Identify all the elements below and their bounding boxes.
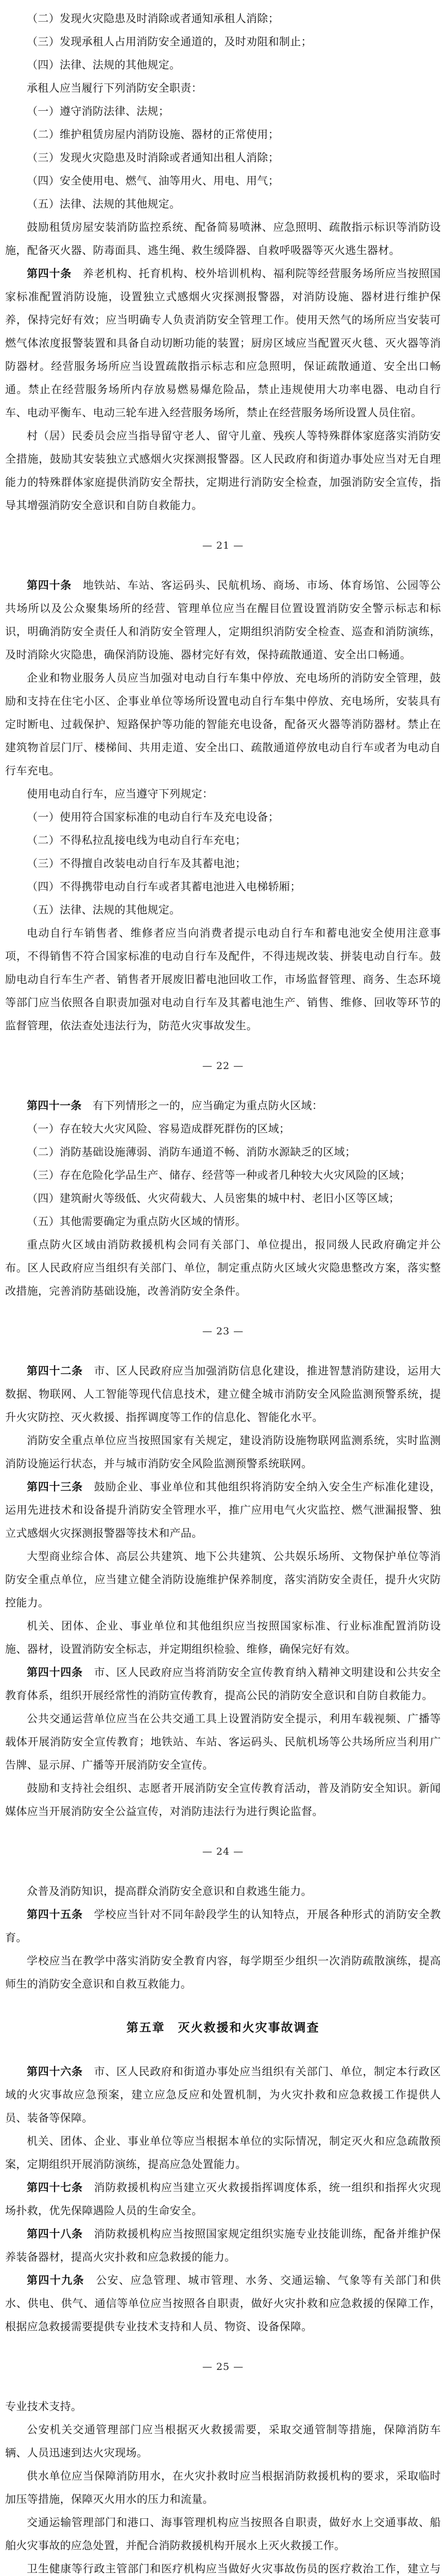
paragraph bbox=[5, 77, 441, 100]
text: 重点防火区域由消防救援机构会同有关部门、单位提出，报同级人民政府确定并公布。区人民政府应当组织有关部门、单位，制定重点防火区域火灾隐患整改方案，落实整改措施，完善消防基础设施，改善消防安全条件。 bbox=[5, 1239, 441, 1297]
paragraph bbox=[5, 2176, 441, 2223]
paragraph bbox=[5, 1117, 441, 1141]
paragraph bbox=[5, 2269, 441, 2338]
paragraph bbox=[5, 667, 441, 783]
page-number bbox=[5, 1058, 441, 1074]
article-number: 第四十条 bbox=[27, 579, 72, 591]
text: 众普及消防知识，提高群众消防安全意识和自救逃生能力。 bbox=[27, 1885, 312, 1897]
paragraph bbox=[5, 146, 441, 170]
text: 有下列情形之一的，应当确定为重点防火区域： bbox=[92, 1099, 323, 1112]
page-number bbox=[5, 2359, 441, 2375]
text: 承租人应当履行下列消防安全职责： bbox=[27, 82, 202, 94]
paragraph bbox=[5, 1476, 441, 1545]
paragraph bbox=[5, 852, 441, 875]
text: （一）存在较大火灾风险、容易造成群死群伤的区域； bbox=[27, 1123, 290, 1135]
text: — 25 — bbox=[202, 2361, 244, 2372]
paragraph bbox=[5, 2223, 441, 2269]
paragraph bbox=[5, 1880, 441, 1903]
text: （五）法律、法规的其他规定。 bbox=[27, 198, 181, 210]
text: 消防安全重点单位应当按照国家有关规定，建设消防设施物联网监测系统，实时监测消防设施运行状态，并与城市消防安全风险监测预警系统联网。 bbox=[5, 1434, 441, 1470]
text: （二）消防基础设施薄弱、消防车通道不畅、消防水源缺乏的区域； bbox=[27, 1146, 356, 1158]
text: 地铁站、车站、客运码头、民航机场、商场、市场、体育场馆、公园等公共场所以及公众聚集场所的经营、管理单位应当在醒目位置设置消防安全警示标志和标识，明确消防安全责任人和消防安全管理人，定期组织消防安全检查、巡查和消防演练，及时消除火灾隐患，确保消防设施、器材完好有效，保持疏散通道、安全出口畅通。 bbox=[5, 579, 441, 661]
text: 电动自行车销售者、维修者应当向消费者提示电动自行车和蓄电池安全使用注意事项，不得销售不符合国家标准的电动自行车及配件，不得违规改装、拼装电动自行车。鼓励电动自行车生产者、销售者开展废旧蓄电池回收工作，市场监督管理、商务、生态环境等部门应当依照各自职责加强对电动自行车及其蓄电池生产、销售、维修、回收等环节的监督管理，依法查处违法行为，防范火灾事故发生。 bbox=[5, 927, 441, 1032]
text: 企业和物业服务人员应当加强对电动自行车集中停放、充电场所的消防安全管理，鼓励和支持在住宅小区、企事业单位等场所设置电动自行车集中停放、充电场所，安装具有定时断电、过载保护、短路保护等功能的智能充电设备，配备灭火器等消防器材。禁止在建筑物首层门厅、楼梯间、共用走道、安全出口、疏散通道停放电动自行车或者为电动自行车充电。 bbox=[5, 672, 441, 777]
text: 卫生健康等行政主管部门和医疗机构应当做好火灾事故伤员的医疗救治工作，建立与 bbox=[27, 2563, 441, 2575]
text: 公共交通运营单位应当在公共交通工具上设置消防安全提示，利用车载视频、广播等载体开展消防安全宣传教育；地铁站、车站、客运码头、民航机场等公共场所应当利用广告牌、显示屏、广播等开展消防安全宣传。 bbox=[5, 1713, 441, 1771]
text: 鼓励企业、事业单位和其他组织将消防安全纳入安全生产标准化建设，运用先进技术和设备提升消防安全管理水平，推广应用电气火灾监控、燃气泄漏报警、独立式感烟火灾探测报警器等技术和产品。 bbox=[5, 1481, 441, 1539]
text: （四）法律、法规的其他规定。 bbox=[27, 59, 181, 71]
text: 公安、应急管理、城市管理、水务、交通运输、气象等有关部门和供水、供电、供气、通信等单位应当按照各自职责，做好火灾扑救和应急救援的保障工作，根据应急救援需要提供专业技术支持和人员、物资、设备保障。 bbox=[5, 2274, 441, 2333]
text: 公安机关交通管理部门应当根据灭火救援需要，采取交通管制等措施，保障消防车辆、人员迅速到达火灾现场。 bbox=[5, 2424, 441, 2459]
text: （一）使用符合国家标准的电动自行车及充电设备； bbox=[27, 811, 279, 823]
chapter-heading bbox=[5, 2016, 441, 2040]
text: — 24 — bbox=[202, 1846, 244, 1857]
paragraph bbox=[5, 1615, 441, 1661]
paragraph bbox=[5, 100, 441, 123]
paragraph bbox=[5, 1545, 441, 1615]
paragraph bbox=[5, 1233, 441, 1303]
article-number: 第四十条 bbox=[27, 267, 72, 280]
paragraph bbox=[5, 216, 441, 262]
paragraph bbox=[5, 1950, 441, 1996]
paragraph bbox=[5, 193, 441, 216]
text: （三）发现火灾隐患及时消除或者通知出租人消除； bbox=[27, 151, 279, 164]
text: 使用电动自行车，应当遵守下列规定： bbox=[27, 788, 214, 800]
text: （三）存在危险化学品生产、储存、经营等一种或者几种较大火灾风险的区域； bbox=[27, 1169, 411, 1181]
text: （五）法律、法规的其他规定。 bbox=[27, 904, 181, 916]
paragraph bbox=[5, 1777, 441, 1823]
text: 鼓励租赁房屋安装消防监控系统、配备简易喷淋、应急照明、疏散指示标识等消防设施，配备灭火器、防毒面具、逃生绳、救生缓降器、自救呼吸器等灭火逃生器材。 bbox=[5, 221, 441, 257]
article-number: 第四十一条 bbox=[27, 1099, 82, 1112]
text: （三）发现承租人占用消防安全通道的，及时劝阻和制止； bbox=[27, 36, 312, 48]
paragraph bbox=[5, 1707, 441, 1777]
paragraph bbox=[5, 1141, 441, 1164]
page-number bbox=[5, 538, 441, 553]
article-number: 第四十二条 bbox=[27, 1365, 83, 1377]
text: 交通运输管理部门和港口、海事管理机构应当按照各自职责，做好水上交通事故、船舶火灾事故的应急处置，并配合消防救援机构开展水上灭火救援工作。 bbox=[5, 2516, 441, 2552]
article-number: 第四十五条 bbox=[27, 1908, 83, 1921]
paragraph bbox=[5, 875, 441, 899]
text: （四）安全使用电、燃气、油等用火、用电、用气； bbox=[27, 175, 279, 187]
paragraph bbox=[5, 123, 441, 146]
text: （二）发现火灾隐患及时消除或者通知承租人消除； bbox=[27, 12, 279, 25]
text: （一）遵守消防法律、法规； bbox=[27, 105, 169, 117]
text: — 21 — bbox=[202, 540, 244, 551]
paragraph bbox=[5, 829, 441, 852]
article-number: 第四十四条 bbox=[27, 1666, 83, 1679]
text: 市、区人民政府应当加强消防信息化建设，推进智慧消防建设，运用大数据、物联网、人工智能等现代信息技术，建立健全城市消防安全风险监测预警系统，提升火灾防控、灭火救援、指挥调度等工作的信息化、智能化水平。 bbox=[5, 1365, 441, 1423]
paragraph bbox=[5, 922, 441, 1038]
paragraph bbox=[5, 806, 441, 829]
page-number bbox=[5, 1324, 441, 1339]
paragraph bbox=[5, 2465, 441, 2511]
text: （四）不得携带电动自行车或者其蓄电池进入电梯轿厢； bbox=[27, 880, 301, 893]
text: （五）其他需要确定为重点防火区域的情形。 bbox=[27, 1215, 246, 1228]
text: 鼓励和支持社会组织、志愿者开展消防安全宣传教育活动，普及消防安全知识。新闻媒体应当开展消防安全公益宣传，对消防违法行为进行舆论监督。 bbox=[5, 1782, 441, 1818]
paragraph bbox=[5, 1661, 441, 1707]
text: — 23 — bbox=[202, 1326, 244, 1337]
text: — 22 — bbox=[202, 1060, 244, 1072]
text: （三）不得擅自改装电动自行车及其蓄电池； bbox=[27, 857, 246, 870]
text: 第五章 灭火救援和火灾事故调查 bbox=[126, 2021, 320, 2035]
paragraph bbox=[5, 1164, 441, 1187]
text: 学校应当在教学中落实消防安全教育内容，每学期至少组织一次消防疏散演练，提高师生的消防安全意识和自救互救能力。 bbox=[5, 1955, 441, 1990]
paragraph bbox=[5, 1210, 441, 1233]
text: （四）建筑耐火等级低、火灾荷载大、人员密集的城中村、老旧小区等区域； bbox=[27, 1192, 400, 1205]
paragraph bbox=[5, 54, 441, 77]
paragraph bbox=[5, 262, 441, 425]
text: 大型商业综合体、高层公共建筑、地下公共建筑、公共娱乐场所、文物保护单位等消防安全重点单位，应当建立健全消防设施维护保养制度，落实消防安全责任，提升火灾防控能力。 bbox=[5, 1550, 441, 1609]
article-number: 第四十九条 bbox=[27, 2274, 84, 2286]
text: 机关、团体、企业、事业单位和其他组织应当按照国家标准、行业标准配置消防设施、器材，设置消防安全标志，并定期组织检验、维修，确保完好有效。 bbox=[5, 1620, 441, 1655]
text: 市、区人民政府和街道办事处应当组织有关部门、单位，制定本行政区域的火灾事故应急预案，建立应急反应和处置机制，为火灾扑救和应急救援工作提供人员、装备等保障。 bbox=[5, 2065, 441, 2124]
article-number: 第四十七条 bbox=[27, 2181, 83, 2194]
text: （二）不得私拉乱接电线为电动自行车充电； bbox=[27, 834, 246, 846]
article-number: 第四十八条 bbox=[27, 2228, 83, 2240]
paragraph bbox=[5, 1903, 441, 1950]
paragraph bbox=[5, 1187, 441, 1210]
paragraph bbox=[5, 170, 441, 193]
text: 供水单位应当保障消防用水，在火灾扑救时应当根据消防救援机构的要求，采取临时加压等措施，保障灭火用水的压力和流量。 bbox=[5, 2470, 441, 2505]
text: 消防救援机构应当按照国家规定组织实施专业技能训练，配备并维护保养装备器材，提高火灾扑救和应急救援的能力。 bbox=[5, 2228, 441, 2263]
paragraph bbox=[5, 2130, 441, 2176]
page-number bbox=[5, 1844, 441, 1859]
paragraph bbox=[5, 30, 441, 54]
paragraph bbox=[5, 2060, 441, 2130]
text: 学校应当针对不同年龄段学生的认知特点，开展各种形式的消防安全教育。 bbox=[5, 1908, 441, 1944]
paragraph bbox=[5, 1094, 441, 1117]
article-number: 第四十三条 bbox=[27, 1481, 83, 1493]
paragraph bbox=[5, 2511, 441, 2557]
text: 市、区人民政府应当将消防安全宣传教育纳入精神文明建设和公共安全教育体系，组织开展经常性的消防宣传教育，提高公民的消防安全意识和自防自救能力。 bbox=[5, 1666, 441, 1702]
text: 专业技术支持。 bbox=[5, 2400, 82, 2413]
paragraph bbox=[5, 574, 441, 667]
paragraph bbox=[5, 2557, 441, 2576]
paragraph bbox=[5, 425, 441, 517]
text: 养老机构、托育机构、校外培训机构、福利院等经营服务场所应当按照国家标准配置消防设施，设置独立式感烟火灾探测报警器，对消防设施、器材进行维护保养，保持完好有效；应当明确专人负责消防安全管理工作。使用天然气的场所应当安装可燃气体浓度报警装置和具备自动切断功能的装置；厨房区域应当配置灭火毯、灭火器等消防器材。经营服务场所应当设置疏散指示标志和应急照明，保证疏散通道、安全出口畅通。禁止在经营服务场所内存放易燃易爆危险品，禁止违规使用大功率电器、电动自行车、电动平衡车、电动三轮车进入经营服务场所，禁止在经营服务场所设置人员住宿。 bbox=[5, 267, 441, 419]
paragraph bbox=[5, 2418, 441, 2465]
paragraph bbox=[5, 1429, 441, 1476]
paragraph bbox=[5, 7, 441, 30]
text: 村（居）民委员会应当指导留守老人、留守儿童、残疾人等特殊群体家庭落实消防安全措施，鼓励其安装独立式感烟火灾探测报警器。区人民政府和街道办事处应当对无自理能力的特殊群体家庭提供消防安全帮扶，定期进行消防安全检查，加强消防安全宣传，指导其增强消防安全意识和自防自救能力。 bbox=[5, 430, 441, 512]
article-number: 第四十六条 bbox=[27, 2065, 83, 2078]
text: 机关、团体、企业、事业单位等应当根据本单位的实际情况，制定灭火和应急疏散预案，定期组织开展消防演练，提高应急处置能力。 bbox=[5, 2135, 441, 2171]
text: 消防救援机构应当建立灭火救援指挥调度体系，统一组织和指挥火灾现场扑救，优先保障遇险人员的生命安全。 bbox=[5, 2181, 441, 2217]
paragraph bbox=[5, 783, 441, 806]
paragraph bbox=[5, 1360, 441, 1429]
paragraph bbox=[5, 2395, 441, 2418]
paragraph bbox=[5, 899, 441, 922]
text: （二）维护租赁房屋内消防设施、器材的正常使用； bbox=[27, 128, 279, 141]
